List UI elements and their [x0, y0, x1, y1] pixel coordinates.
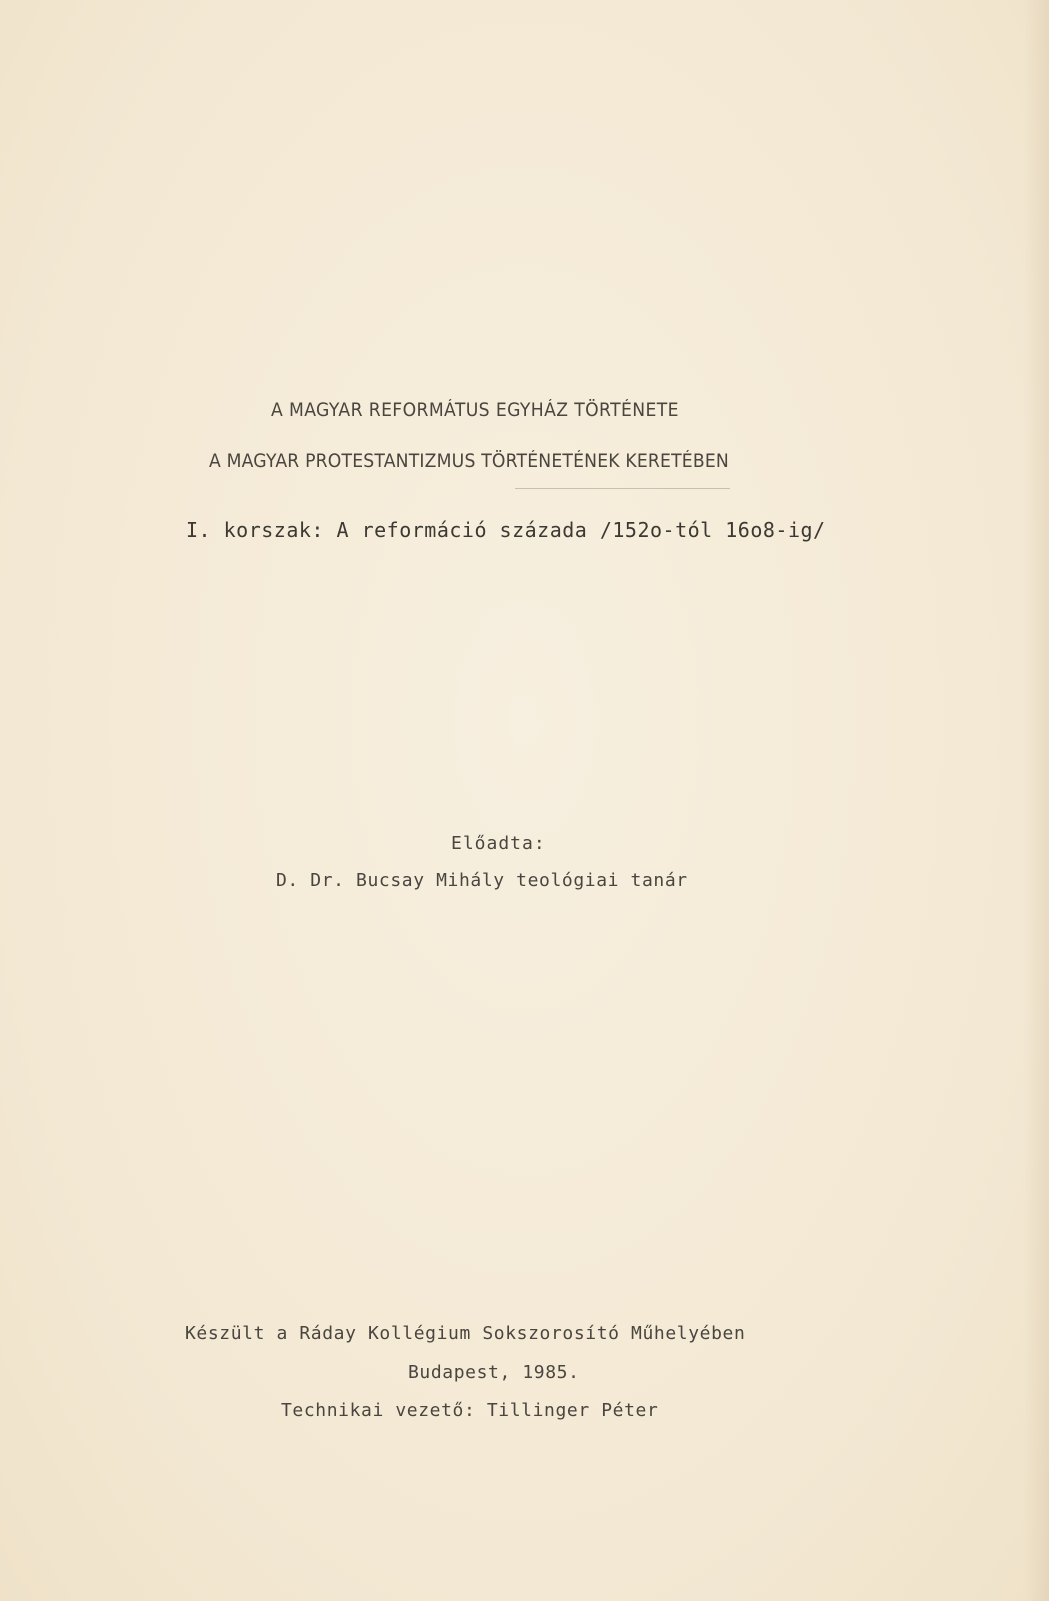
title-underline-mark [515, 488, 730, 489]
title-line-2: A MAGYAR PROTESTANTIZMUS TÖRTÉNETÉNEK KERETÉBEN [209, 451, 729, 472]
lecturer-label: Előadta: [451, 833, 546, 854]
title-line-1: A MAGYAR REFORMÁTUS EGYHÁZ TÖRTÉNETE [271, 400, 679, 421]
production-line-3: Technikai vezető: Tillinger Péter [281, 1400, 659, 1421]
page-edge-shading [1023, 0, 1049, 1601]
production-line-2: Budapest, 1985. [408, 1362, 580, 1383]
production-line-1: Készült a Ráday Kollégium Sokszorosító Műhelyében [185, 1323, 746, 1344]
lecturer-name: D. Dr. Bucsay Mihály teológiai tanár [276, 870, 688, 891]
period-line: I. korszak: A reformáció százada /152o-tól 16o8-ig/ [186, 518, 826, 542]
